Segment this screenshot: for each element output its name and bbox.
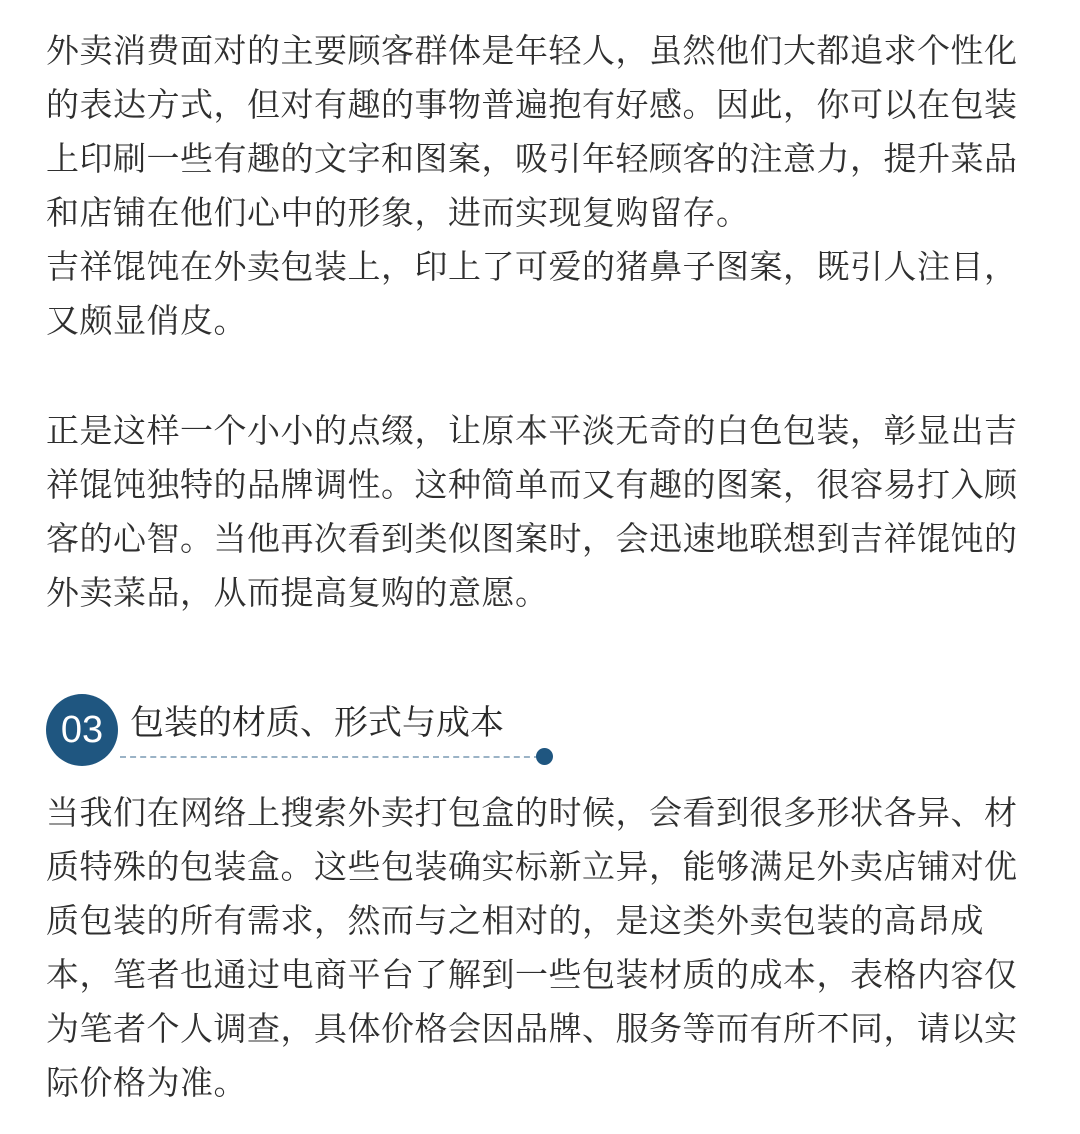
text-line: 上印刷一些有趣的文字和图案，吸引年轻顾客的注意力，提升菜品: [46, 139, 1018, 178]
paragraph-materials: [46, 786, 1038, 1110]
underline-dot-icon: [536, 748, 553, 765]
text-line: 祥馄饨独特的品牌调性。这种简单而又有趣的图案，很容易打入顾: [46, 465, 1018, 504]
text-line: 当我们在网络上搜索外卖打包盒的时候，会看到很多形状各异、材: [46, 793, 1018, 832]
text-line: 为笔者个人调查，具体价格会因品牌、服务等而有所不同，请以实: [46, 1009, 1018, 1048]
text-line: 和店铺在他们心中的形象，进而实现复购留存。: [46, 193, 750, 232]
section-number-badge: 03: [46, 694, 118, 766]
text-line: 正是这样一个小小的点缀，让原本平淡无奇的白色包装，彰显出吉: [46, 411, 1018, 450]
paragraph-intro: [46, 24, 1038, 348]
section-heading: [46, 694, 566, 774]
text-line: 质包装的所有需求，然而与之相对的，是这类外卖包装的高昂成: [46, 901, 984, 940]
text-line: 外卖消费面对的主要顾客群体是年轻人，虽然他们大都追求个性化: [46, 31, 1018, 70]
text-line: 吉祥馄饨在外卖包装上，印上了可爱的猪鼻子图案，既引人注目，: [46, 247, 1018, 286]
section-title: 包装的材质、形式与成本: [130, 703, 504, 743]
text-line: 客的心智。当他再次看到类似图案时，会迅速地联想到吉祥馄饨的: [46, 519, 1018, 558]
text-line: 质特殊的包装盒。这些包装确实标新立异，能够满足外卖店铺对优: [46, 847, 1018, 886]
text-line: 的表达方式，但对有趣的事物普遍抱有好感。因此，你可以在包装: [46, 85, 1018, 124]
text-line: 本，笔者也通过电商平台了解到一些包装材质的成本，表格内容仅: [46, 955, 1018, 994]
text-line: 外卖菜品，从而提高复购的意愿。: [46, 573, 549, 612]
text-line: 际价格为准。: [46, 1063, 247, 1102]
dashed-underline: [120, 756, 540, 758]
paragraph-brand: [46, 404, 1038, 620]
text-line: 又颇显俏皮。: [46, 301, 247, 340]
